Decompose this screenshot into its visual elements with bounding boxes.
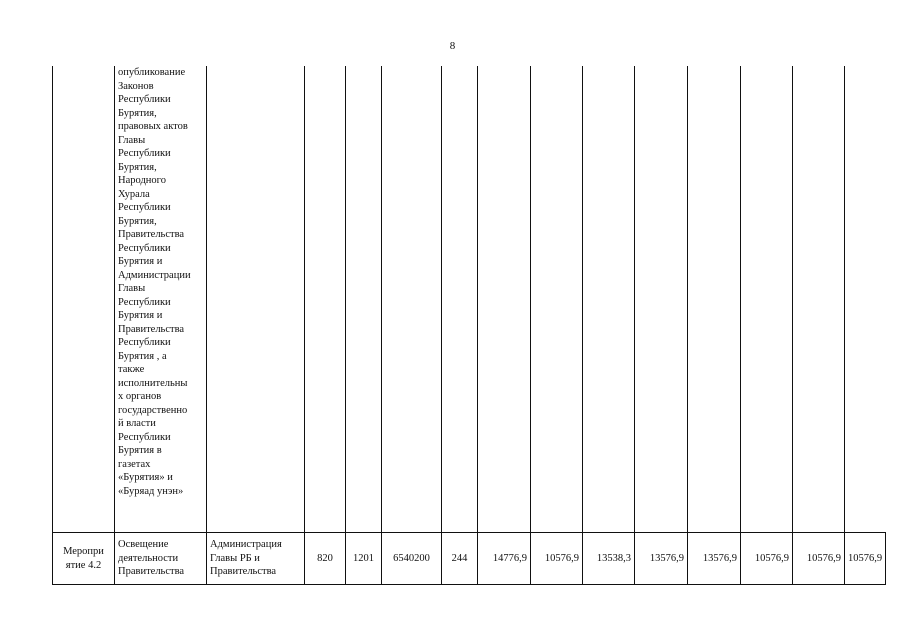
cell-code-grbs: 820: [305, 533, 346, 585]
program-table: [52, 66, 886, 585]
cell-value: 10576,9: [741, 533, 793, 585]
cell-empty: [531, 66, 583, 533]
cell-value: 13538,3: [583, 533, 635, 585]
cell-code-section: 1201: [346, 533, 382, 585]
cell-empty: [346, 66, 382, 533]
cell-empty: [635, 66, 688, 533]
cell-code-target: 6540200: [382, 533, 442, 585]
cell-executor-empty: [207, 66, 305, 533]
cell-event-label: Меропри ятие 4.2: [53, 533, 115, 585]
cell-label-empty: [53, 66, 115, 533]
cell-event-executor: Администрация Главы РБ и Правительства: [207, 533, 305, 585]
cell-code-type: 244: [442, 533, 478, 585]
cell-value: 10576,9: [845, 533, 886, 585]
cell-value: 10576,9: [793, 533, 845, 585]
cell-description: опубликование Законов Республики Бурятия, правовых актов Главы Республики Бурятия, Народного Хурала Республики Бурятия, Правительства Республики Бурятия и Администрации Главы Республики Бурятия и Правительства Республики Бурятия , а также исполнительны х органов государственно й власти Республики Бурятия в газетах «Бурятия» и «Буряад унэн»: [115, 66, 207, 533]
page-number: 8: [449, 40, 456, 52]
cell-value: 10576,9: [531, 533, 583, 585]
cell-value: 13576,9: [688, 533, 741, 585]
table-row-continued: [53, 66, 886, 533]
cell-empty: [688, 66, 741, 533]
cell-value: 14776,9: [478, 533, 531, 585]
cell-empty: [442, 66, 478, 533]
cell-empty: [793, 66, 845, 533]
cell-empty: [583, 66, 635, 533]
cell-value: 13576,9: [635, 533, 688, 585]
cell-empty: [741, 66, 793, 533]
cell-empty: [478, 66, 531, 533]
cell-empty: [382, 66, 442, 533]
table-row-event: [53, 533, 886, 585]
cell-event-description: Освещение деятельности Правительства: [115, 533, 207, 585]
cell-empty: [305, 66, 346, 533]
